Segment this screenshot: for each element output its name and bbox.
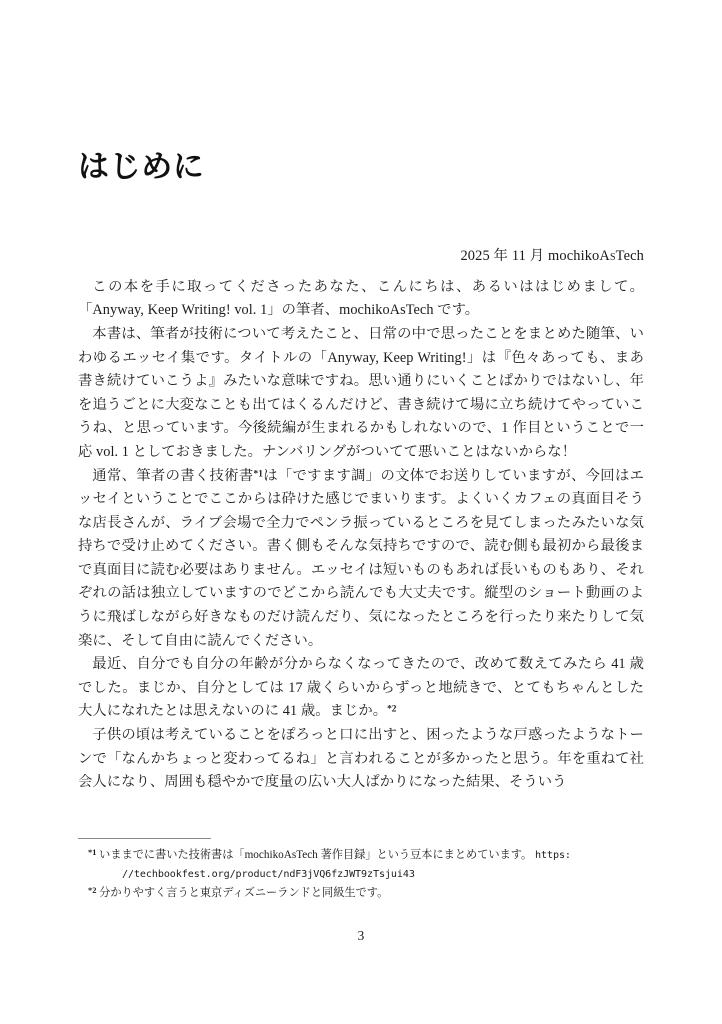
footnote-1 — [78, 845, 644, 865]
paragraph-5: 子供の頃は考えていることをぽろっと口に出すと、困ったような戸惑ったようなトーンで「なんかちょっと変わってるね」と言われることが多かったと思う。年を重ねて社会人になり、周囲も穏やかで度量の広い大人ぱかりになった結果、そういう — [78, 727, 644, 791]
body-text — [78, 276, 644, 795]
paragraph-3 — [78, 465, 644, 654]
page-number: 3 — [357, 928, 365, 943]
footnote-ref-1[interactable]: *1 — [253, 469, 263, 479]
paragraph-3-text-after-footnote: は「ですます調」の文体でお送りしていますが、今回はエッセイということでここからは砕けた感じでまいります。よくいくカフェの真面目そうな店長さんが、ライブ会場で全力でペンラ振っているところを見てしまったみたいな気持ちで受け止めてください。書く側もそんな気持ちですので、読む側も最初から最後まで真面目に読む必要はありません。エッセイは短いものもあれば長いものもあり、それぞれの話は独立していますのでどこから読んでも大丈夫です。縦型のショート動画のように飛ばしながら好きなものだけ読んだり、気になったところを行ったり来たりして気楽に、そして自由に読んでください。 — [78, 467, 644, 649]
page-content — [78, 0, 644, 795]
footnote-2-text: 分かりやすく言うと東京ディズニーランドと同級生です。 — [99, 887, 389, 899]
footnote-1-text: いままでに書いた技術書は「mochikoAsTech 著作目録」という豆本にまとめています。 — [99, 849, 533, 861]
paragraph-4-text-before-footnote: 最近、自分でも自分の年齢が分からなくなってきたので、改めて数えてみたら 41 歳でした。まじか、自分としては 17 歳くらいからずっと地続きで、とてもちゃんとした大人になれたとは思えないのに 41 歳。まじか。 — [78, 656, 644, 720]
paragraph-2: 本書は、筆者が技術について考えたこと、日常の中で思ったことをまとめた随筆、いわゆるエッセイ集です。タイトルの「Anyway, Keep Writing!」は『色々あっても、まあ書き続けていこうよ』みたいな意味ですね。思い通りにいくことぱかりではないし、年を追うごとに大変なことも出てはくるんだけど、書き続けて場に立ち続けてやっていこうね、と思っています。今後続編が生まれるかもしれないので、1 作目ということで一応 vol. 1 としておきました。ナンバリングがついてて悪いことはないからな！ — [78, 325, 644, 460]
footnote-2 — [78, 883, 644, 902]
footnote-1-marker: *1 — [88, 848, 97, 857]
chapter-title: はじめに — [78, 149, 205, 185]
footnote-area — [78, 838, 644, 903]
paragraph-1: この本を手に取ってくださったあなた、こんにちは、あるいははじめまして。「Anyway, Keep Writing! vol. 1」の筆者、mochikoAsTech です。 — [78, 278, 644, 319]
footnote-1-url-head[interactable]: https: — [535, 850, 571, 861]
paragraph-4 — [78, 653, 644, 724]
signature-text: 2025 年 11 月 mochikoAsTech — [460, 247, 644, 264]
paragraph-3-text-before-footnote: 通常、筆者の書く技術書 — [92, 467, 254, 484]
footnote-ref-2[interactable]: *2 — [387, 704, 397, 715]
date-author-signature — [78, 244, 644, 265]
footnote-2-marker: *2 — [88, 886, 97, 895]
footnote-separator-rule — [78, 838, 211, 839]
footnote-1-url-continuation — [78, 866, 644, 884]
footnote-1-url-tail[interactable]: //techbookfest.org/product/ndF3jVQ6fzJWT9zTsjui43 — [122, 868, 415, 880]
